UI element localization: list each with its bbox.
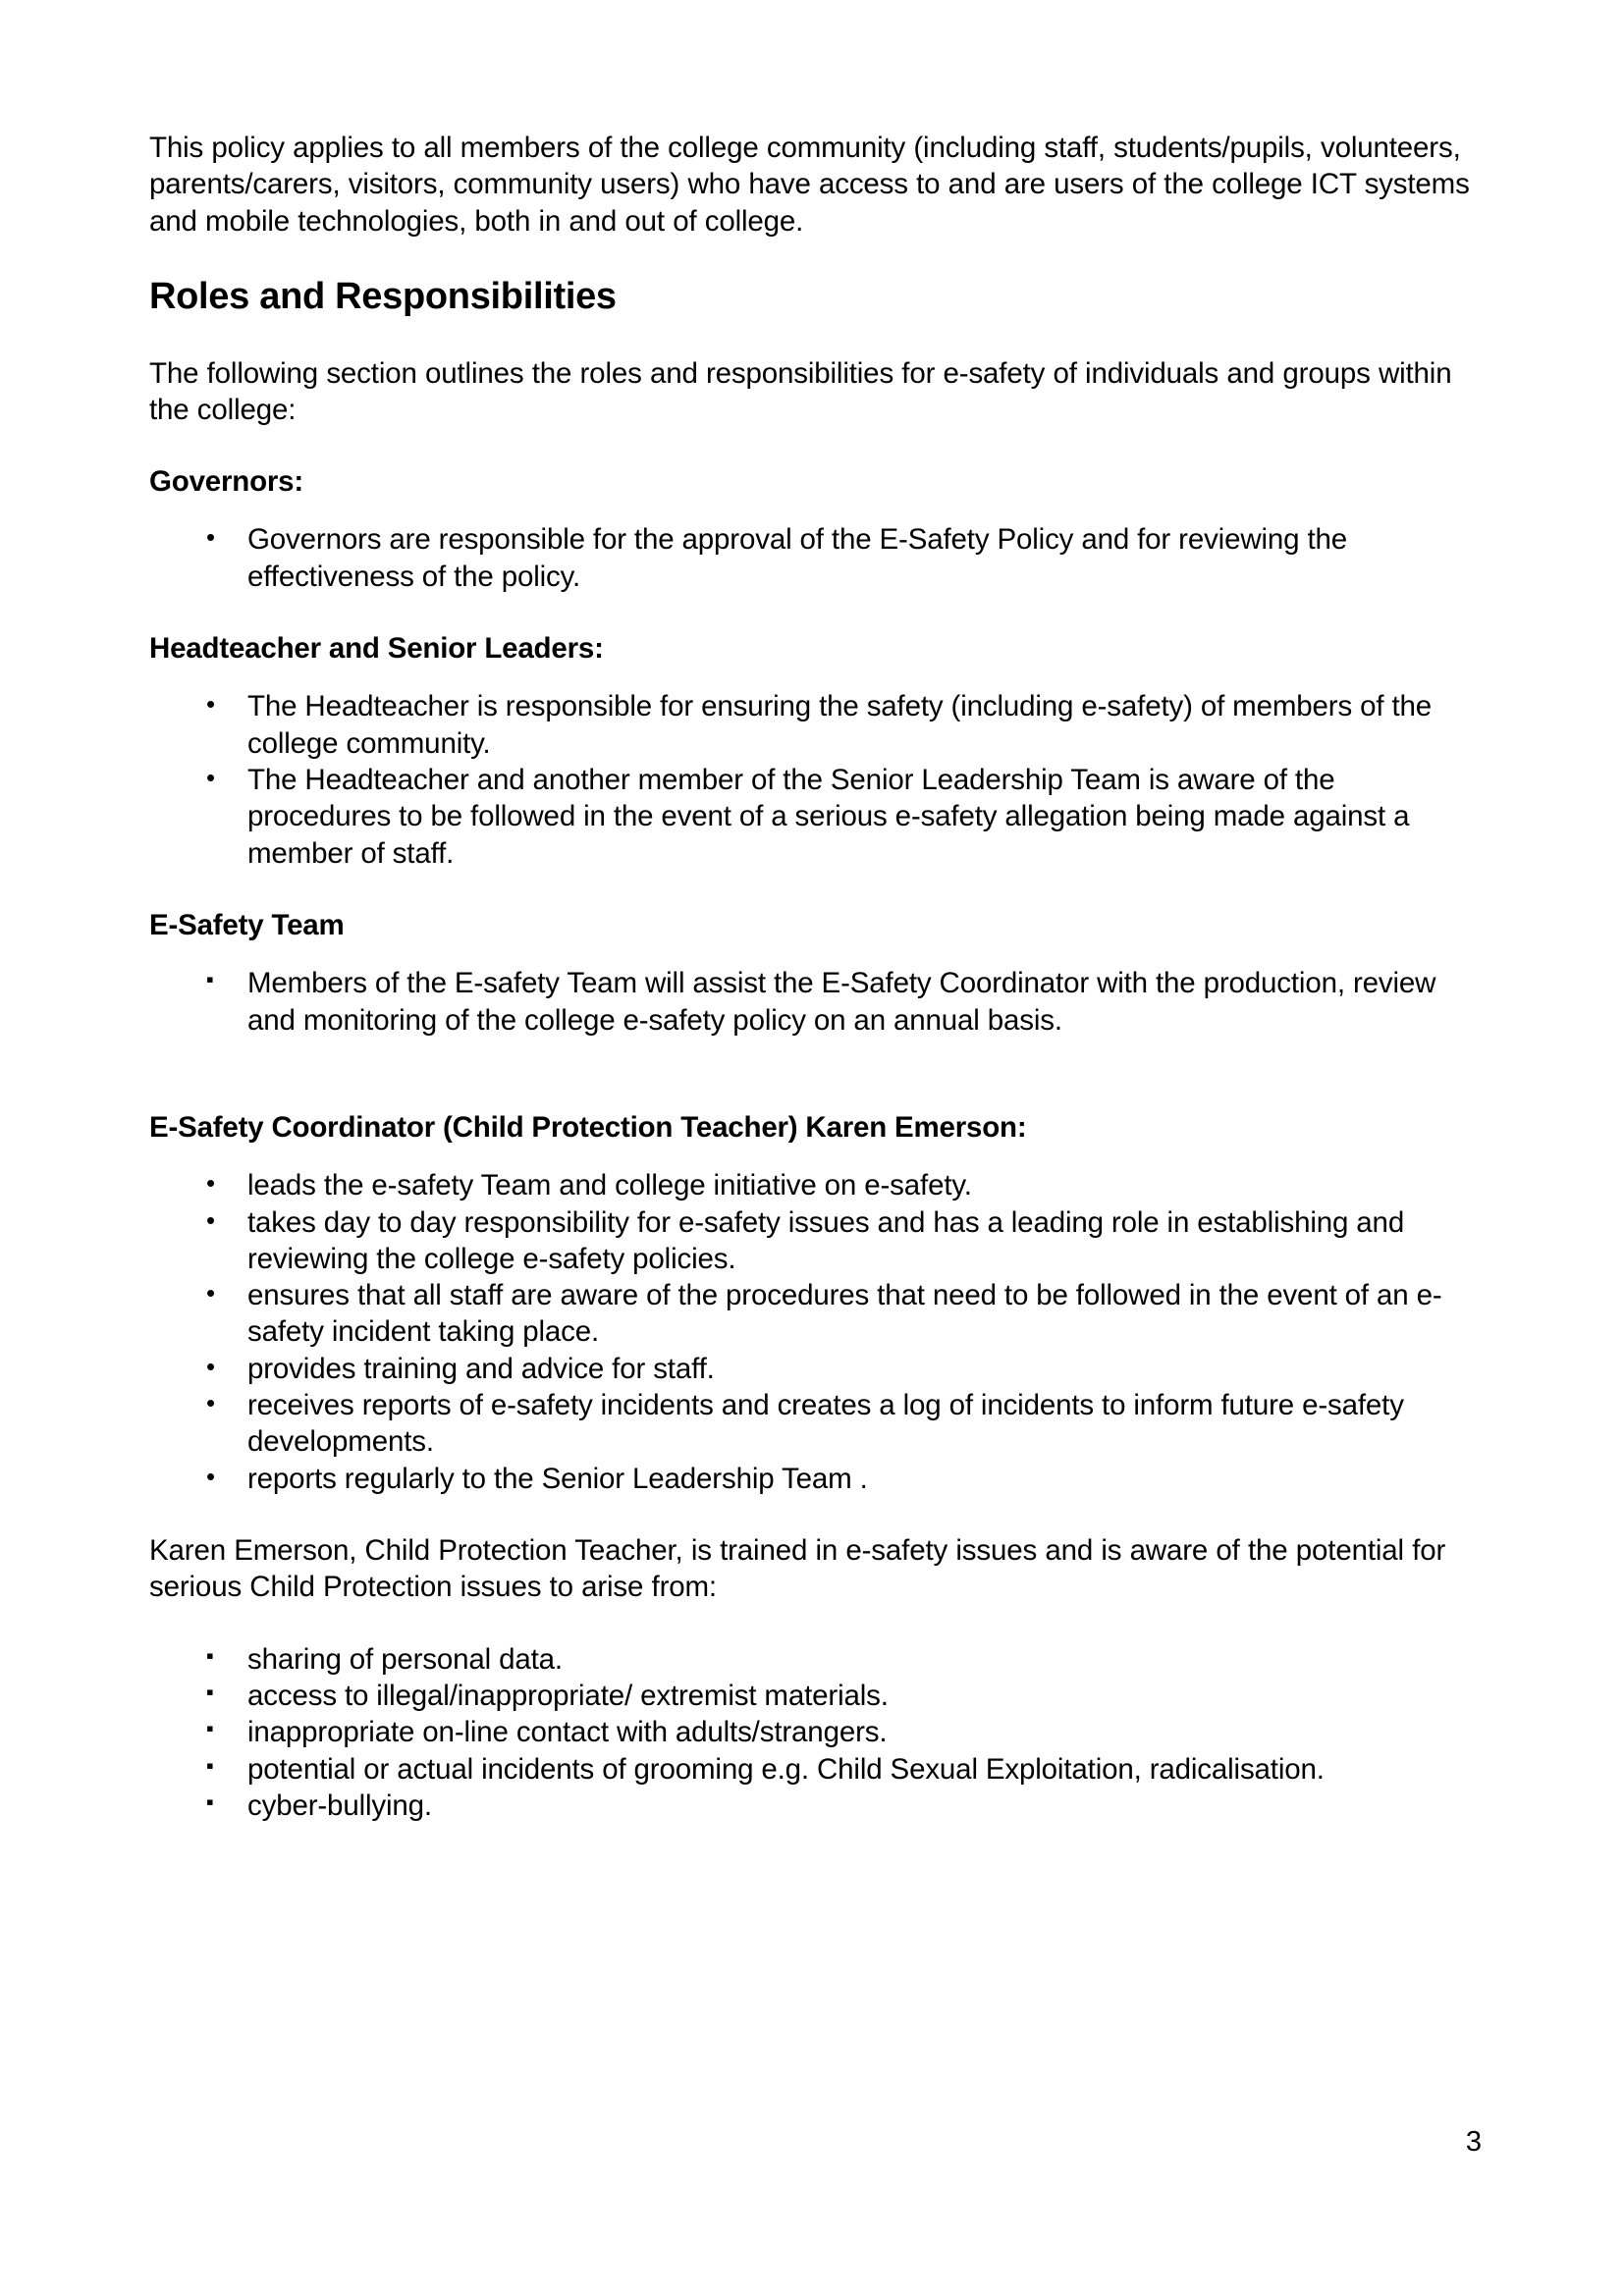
list-item bbox=[149, 1788, 1475, 1824]
spacer bbox=[149, 1606, 1475, 1641]
esafety-team-bullet-list bbox=[149, 965, 1475, 1039]
bullet-round-icon: • bbox=[206, 689, 215, 720]
spacer bbox=[149, 320, 1475, 355]
subheading-esafety-coordinator: E-Safety Coordinator (Child Protection Teacher) Karen Emerson: bbox=[149, 1110, 1027, 1144]
list-item bbox=[149, 965, 1475, 1039]
section-intro-paragraph: The following section outlines the roles and responsibilities for e-safety of individuals and groups within the college: bbox=[149, 356, 1452, 426]
bullet-round-icon: • bbox=[206, 1461, 215, 1491]
bullet-round-icon: • bbox=[206, 1204, 215, 1235]
list-item bbox=[149, 688, 1475, 762]
list-item bbox=[149, 1714, 1475, 1750]
governors-bullet-list bbox=[149, 521, 1475, 595]
spacer bbox=[149, 667, 1475, 688]
subheading-headteacher-and-senior-leaders: Headteacher and Senior Leaders: bbox=[149, 632, 604, 666]
bullet-square-icon: ▪ bbox=[206, 1716, 214, 1741]
closing-paragraph: Karen Emerson, Child Protection Teacher, is trained in e-safety issues and is aware of the potential for serious Child Protection issues to arise from: bbox=[149, 1534, 1446, 1604]
list-item-text: provides training and advice for staff. bbox=[247, 1352, 715, 1385]
list-item-text: reports regularly to the Senior Leadership Team . bbox=[247, 1462, 868, 1495]
list-item bbox=[149, 1277, 1475, 1351]
list-item bbox=[149, 762, 1475, 872]
list-item bbox=[149, 1678, 1475, 1714]
section-heading-roles-and-responsibilities: Roles and Responsibilities bbox=[149, 275, 617, 317]
list-item-text: cyber-bullying. bbox=[247, 1789, 432, 1822]
spacer bbox=[149, 1497, 1475, 1532]
subheading-esafety-team: E-Safety Team bbox=[149, 908, 345, 941]
spacer bbox=[149, 1074, 1475, 1109]
list-item-text: The Headteacher and another member of the Senior Leadership Team is aware of the procedures to be followed in the event of a serious e-safety allegation being made against a member of staff. bbox=[247, 764, 1410, 870]
list-item bbox=[149, 1204, 1475, 1278]
list-item-text: leads the e-safety Team and college initiative on e-safety. bbox=[247, 1169, 972, 1202]
bullet-square-icon: ▪ bbox=[206, 1642, 214, 1668]
list-item bbox=[149, 1641, 1475, 1678]
spacer bbox=[149, 1039, 1475, 1074]
spacer bbox=[149, 1146, 1475, 1167]
bullet-round-icon: • bbox=[206, 1388, 215, 1418]
list-item bbox=[149, 1351, 1475, 1387]
subheading-governors: Governors: bbox=[149, 465, 304, 499]
risks-bullet-list bbox=[149, 1641, 1475, 1825]
intro-paragraph: This policy applies to all members of the college community (including staff, students/pupils, volunteers, parents/carers, visitors, community users) who have access to and are users of the college ICT systems and mobile technologies, both in and out of college. bbox=[149, 132, 1470, 238]
headteacher-bullet-list bbox=[149, 688, 1475, 872]
list-item-text: potential or actual incidents of grooming e.g. Child Sexual Exploitation, radicalisation. bbox=[247, 1752, 1325, 1786]
spacer bbox=[149, 500, 1475, 521]
bullet-square-icon: ▪ bbox=[206, 1679, 214, 1704]
list-item-text: Governors are responsible for the approval of the E-Safety Policy and for reviewing the effectiveness of the policy. bbox=[247, 523, 1348, 593]
list-item-text: access to illegal/inappropriate/ extremist materials. bbox=[247, 1679, 889, 1712]
coordinator-bullet-list bbox=[149, 1167, 1475, 1497]
list-item-text: inappropriate on-line contact with adults/strangers. bbox=[247, 1716, 888, 1749]
bullet-round-icon: • bbox=[206, 1351, 215, 1381]
bullet-round-icon: • bbox=[206, 1168, 215, 1199]
list-item bbox=[149, 1461, 1475, 1497]
bullet-round-icon: • bbox=[206, 1278, 215, 1308]
spacer bbox=[149, 595, 1475, 630]
bullet-square-icon: ▪ bbox=[206, 967, 214, 992]
spacer bbox=[149, 872, 1475, 907]
list-item bbox=[149, 1167, 1475, 1203]
list-item bbox=[149, 521, 1475, 595]
list-item-text: takes day to day responsibility for e-safety issues and has a leading role in establishing and reviewing the college e-safety policies. bbox=[247, 1205, 1405, 1275]
spacer bbox=[149, 428, 1475, 463]
list-item-text: receives reports of e-safety incidents and creates a log of incidents to inform future e-safety developments. bbox=[247, 1389, 1404, 1459]
list-item bbox=[149, 1751, 1475, 1788]
spacer bbox=[149, 943, 1475, 965]
page-content bbox=[149, 130, 1475, 1824]
list-item-text: Members of the E-safety Team will assist the E-Safety Coordinator with the production, review and monitoring of the college e-safety policy on an annual basis. bbox=[247, 967, 1436, 1037]
bullet-square-icon: ▪ bbox=[206, 1752, 214, 1778]
list-item bbox=[149, 1387, 1475, 1461]
page-number: 3 bbox=[1465, 2126, 1482, 2158]
bullet-square-icon: ▪ bbox=[206, 1789, 214, 1814]
list-item-text: sharing of personal data. bbox=[247, 1642, 563, 1676]
bullet-round-icon: • bbox=[206, 522, 215, 553]
spacer bbox=[149, 240, 1475, 275]
list-item-text: The Headteacher is responsible for ensuring the safety (including e-safety) of members of the college community. bbox=[247, 690, 1433, 760]
list-item-text: ensures that all staff are aware of the procedures that need to be followed in the event of an e-safety incident taking place. bbox=[247, 1279, 1442, 1349]
bullet-round-icon: • bbox=[206, 763, 215, 793]
